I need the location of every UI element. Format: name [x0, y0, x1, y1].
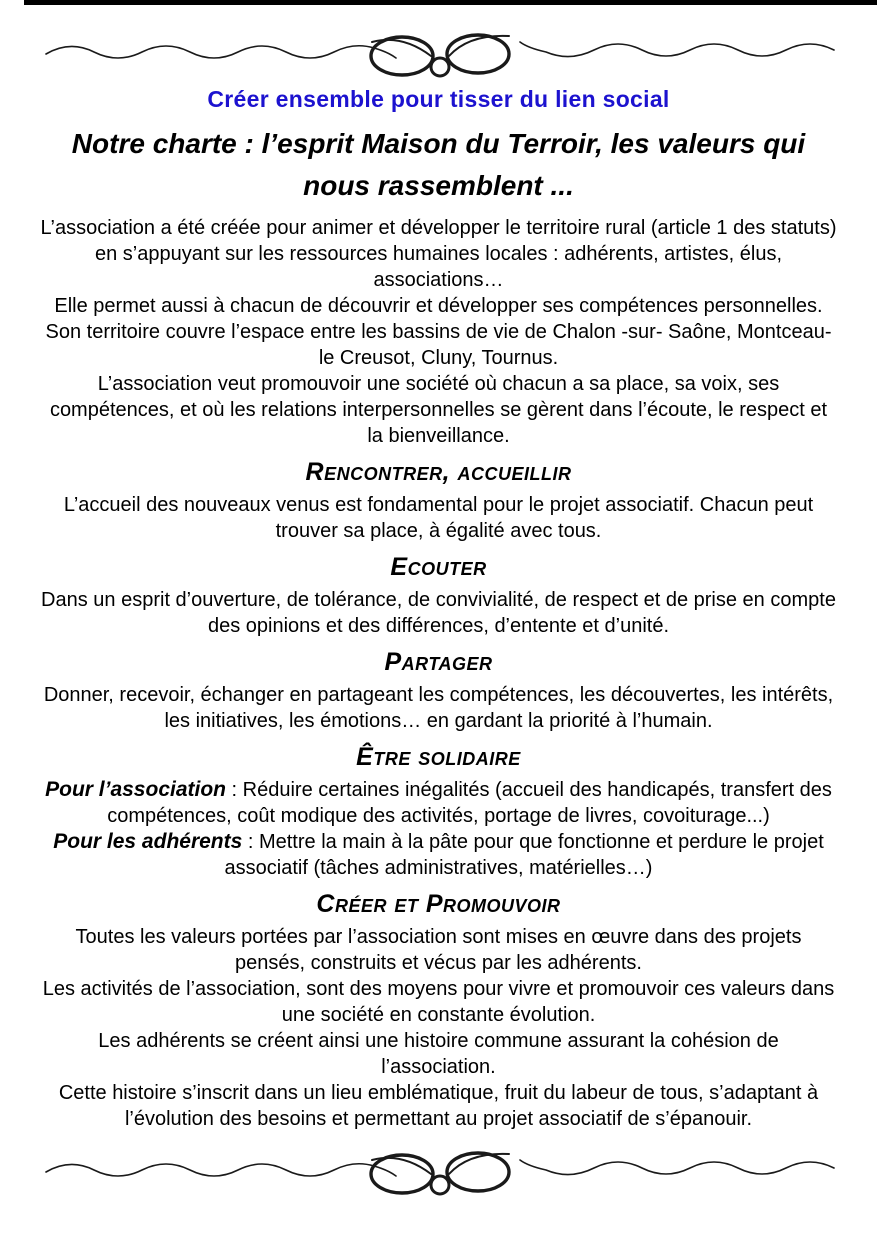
section-heading-etre-solidaire: Être solidaire [356, 743, 521, 771]
section-paragraph: Donner, recevoir, échanger en partageant les compétences, les découvertes, les intérêts, les initiatives, les émotions… en gardant la priorité à l’humain. [43, 684, 834, 732]
intro-paragraph-2: Elle permet aussi à chacun de découvrir et développer ses compétences personnelles. Son territoire couvre l’espace entre les bassins de vie de Chalon -sur- Saône, Montceau-le Creusot, Cluny, Tournus. [45, 295, 832, 369]
solidaire-item-association [40, 777, 837, 829]
intro-paragraph-1: L’association a été créée pour animer et développer le territoire rural (article 1 des statuts) en s’appuyant sur les ressources humaines locales : adhérents, artistes, élus, associations… [40, 217, 837, 291]
section-paragraph: Toutes les valeurs portées par l’association sont mises en œuvre dans des projets pensés, construits et vécus par les adhérents. [75, 926, 802, 974]
section-paragraph: Les activités de l’association, sont des moyens pour vivre et promouvoir ces valeurs dans une société en constante évolution. [42, 978, 835, 1026]
section-paragraph: Cette histoire s’inscrit dans un lieu emblématique, fruit du labeur de tous, s’adaptant à l’évolution des besoins et permettant au projet associatif de s’épanouir. [58, 1082, 819, 1130]
solidaire-item-adherents [40, 829, 837, 881]
flourish-divider-bottom-icon [40, 1138, 837, 1196]
lead-text: : Réduire certaines inégalités (accueil des handicapés, transfert des compétences, coût modique des activités, portage de livres, covoiturage...) [107, 779, 832, 827]
section-paragraph: Les adhérents se créent ainsi une histoire commune assurant la cohésion de l’association. [98, 1030, 779, 1078]
section-heading-rencontrer: Rencontrer, accueillir [305, 458, 572, 486]
section-heading-partager: Partager [384, 648, 493, 676]
lead-pour-adherents: Pour les adhérents [53, 830, 243, 853]
section-paragraph: L’accueil des nouveaux venus est fondamental pour le projet associatif. Chacun peut trouver sa place, à égalité avec tous. [63, 494, 814, 542]
flourish-divider-top-icon [40, 20, 837, 78]
lead-pour-association: Pour l’association [45, 778, 226, 801]
page-title: Créer ensemble pour tisser du lien social [207, 86, 670, 112]
section-heading-ecouter: Ecouter [390, 553, 487, 581]
scan-edge-bar [24, 0, 877, 5]
charter-subtitle: Notre charte : l’esprit Maison du Terroir, les valeurs qui nous rassemblent ... [71, 128, 806, 201]
section-heading-creer-promouvoir: Créer et Promouvoir [316, 890, 561, 918]
intro-paragraph-3: L’association veut promouvoir une société où chacun a sa place, sa voix, ses compétences, et où les relations interpersonnelles se gèrent dans l’écoute, le respect et la bienveillance. [49, 373, 828, 447]
lead-text: : Mettre la main à la pâte pour que fonctionne et perdure le projet associatif (tâches administratives, matérielles…) [224, 831, 824, 879]
section-paragraph: Dans un esprit d’ouverture, de tolérance, de convivialité, de respect et de prise en compte des opinions et des différences, d’entente et d’unité. [41, 589, 836, 637]
